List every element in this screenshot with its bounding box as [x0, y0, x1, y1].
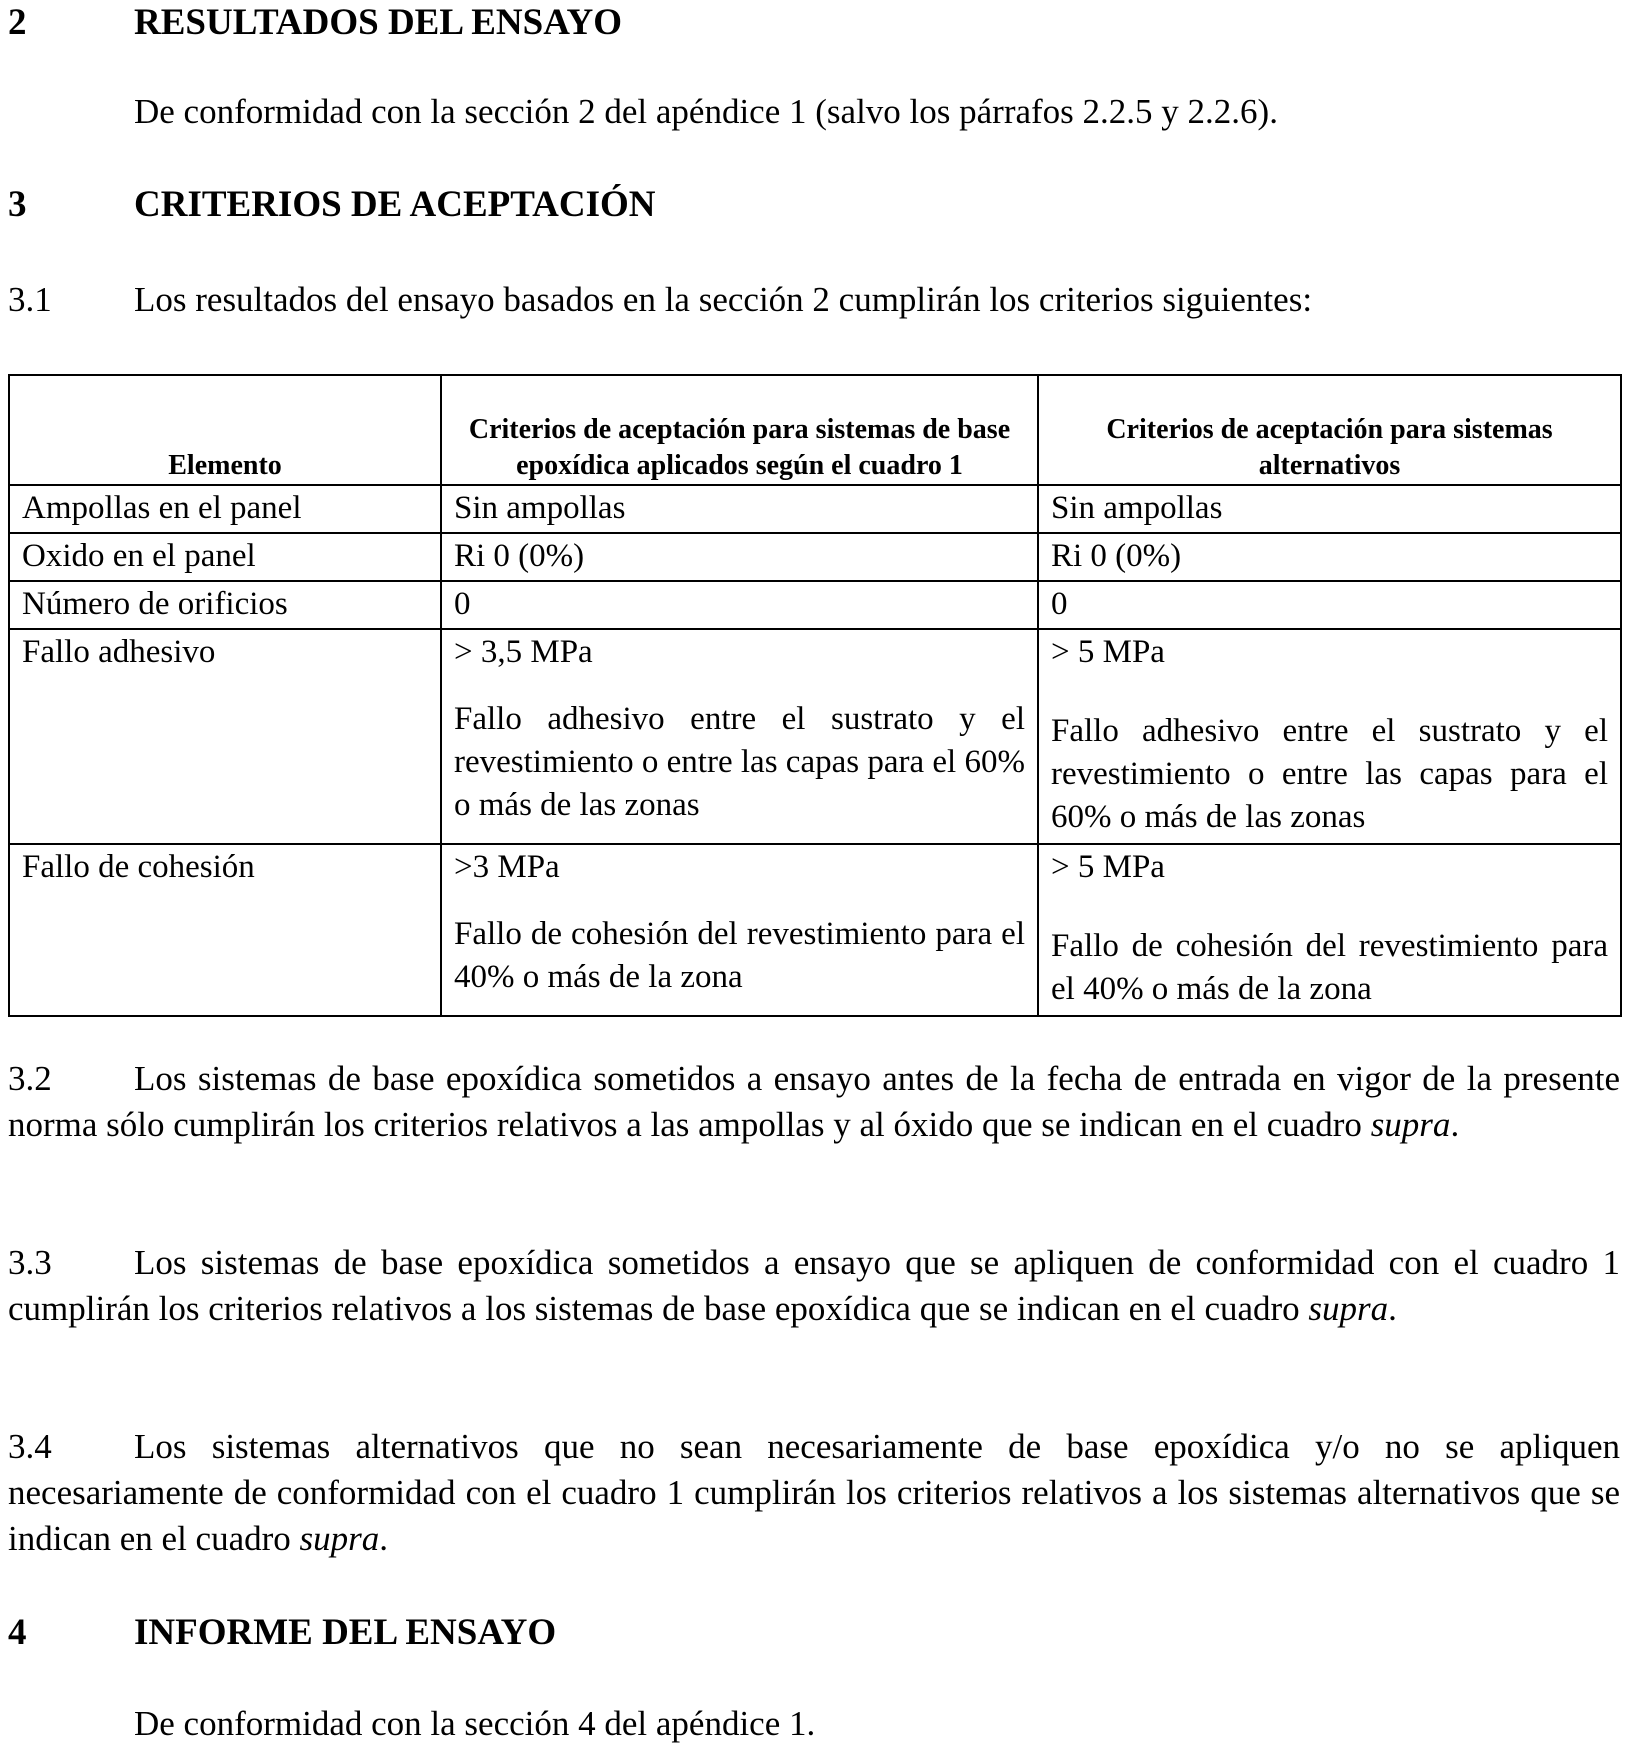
- paragraph-number: 3.1: [8, 280, 52, 319]
- cell-element: Oxido en el panel: [9, 533, 441, 581]
- cell-element: Fallo adhesivo: [9, 629, 441, 844]
- paragraph-number: 3.3: [8, 1243, 52, 1282]
- table-row: [9, 844, 1621, 1016]
- table-header-row: [9, 375, 1621, 485]
- paragraph-number: 3.2: [8, 1059, 52, 1098]
- paragraph-text: Los sistemas de base epoxídica sometidos a ensayo que se apliquen de conformidad con el cuadro 1 cumplirán los criterios relativos a los sistemas de base epoxídica que se indican en el cuadro: [8, 1243, 1620, 1328]
- table-row: [9, 581, 1621, 629]
- header-epoxy-criteria: Criterios de aceptación para sistemas de base epoxídica aplicados según el cuadro 1: [441, 375, 1038, 485]
- cell-alternative: 0: [1038, 581, 1621, 629]
- paragraph-end: .: [1388, 1289, 1397, 1328]
- section-number: 2: [8, 2, 27, 43]
- paragraph-text: Los sistemas de base epoxídica sometidos a ensayo antes de la fecha de entrada en vigor de la presente norma sólo cumplirán los criterios relativos a las ampollas y al óxido que se indican en el cuadro: [8, 1059, 1620, 1144]
- table-row: [9, 629, 1621, 844]
- cell-value: > 5 MPa: [1051, 634, 1165, 670]
- paragraph-number: 3.4: [8, 1427, 52, 1466]
- cell-alternative: Sin ampollas: [1038, 485, 1621, 533]
- criteria-table: [8, 374, 1622, 1017]
- section-2-text: De conformidad con la sección 2 del apéndice 1 (salvo los párrafos 2.2.5 y 2.2.6).: [134, 92, 1278, 131]
- paragraph-3-3: [8, 1240, 1620, 1332]
- paragraph-end: .: [1450, 1105, 1460, 1144]
- cell-note: Fallo adhesivo entre el sustrato y el revestimiento o entre las capas para el 60% o más de las zonas: [1051, 713, 1608, 835]
- section-number: 3: [8, 184, 27, 225]
- cell-note: Fallo adhesivo entre el sustrato y el revestimiento o entre las capas para el 60% o más de las zonas: [454, 701, 1025, 823]
- cell-note: Fallo de cohesión del revestimiento para el 40% o más de la zona: [454, 916, 1025, 995]
- section-title: INFORME DEL ENSAYO: [134, 1612, 557, 1653]
- header-alternative-criteria: Criterios de aceptación para sistemas alternativos: [1038, 375, 1621, 485]
- italic-term: supra: [299, 1519, 380, 1558]
- cell-alternative: [1038, 629, 1621, 844]
- section-title: RESULTADOS DEL ENSAYO: [134, 2, 623, 43]
- table-row: [9, 485, 1621, 533]
- header-element: Elemento: [9, 375, 441, 485]
- paragraph-3-4: [8, 1424, 1620, 1562]
- cell-epoxy: 0: [441, 581, 1038, 629]
- cell-note: Fallo de cohesión del revestimiento para el 40% o más de la zona: [1051, 928, 1608, 1007]
- cell-epoxy: [441, 629, 1038, 844]
- cell-epoxy: Sin ampollas: [441, 485, 1038, 533]
- paragraph-text: Los resultados del ensayo basados en la sección 2 cumplirán los criterios siguientes:: [134, 280, 1313, 319]
- cell-element: Fallo de cohesión: [9, 844, 441, 1016]
- cell-value: >3 MPa: [454, 849, 560, 885]
- cell-value: > 3,5 MPa: [454, 634, 593, 670]
- section-title: CRITERIOS DE ACEPTACIÓN: [134, 184, 656, 225]
- cell-alternative: Ri 0 (0%): [1038, 533, 1621, 581]
- cell-element: Número de orificios: [9, 581, 441, 629]
- paragraph-3-2: [8, 1056, 1620, 1148]
- paragraph-end: .: [379, 1519, 389, 1558]
- section-number: 4: [8, 1612, 27, 1653]
- cell-value: > 5 MPa: [1051, 849, 1165, 885]
- cell-alternative: [1038, 844, 1621, 1016]
- cell-element: Ampollas en el panel: [9, 485, 441, 533]
- cell-epoxy: [441, 844, 1038, 1016]
- paragraph-text: Los sistemas alternativos que no sean necesariamente de base epoxídica y/o no se apliquen necesariamente de conformidad con el cuadro 1 cumplirán los criterios relativos a los sistemas alternativos que se indican en el cuadro: [8, 1427, 1620, 1558]
- cell-epoxy: Ri 0 (0%): [441, 533, 1038, 581]
- italic-term: supra: [1370, 1105, 1451, 1144]
- italic-term: supra: [1308, 1289, 1389, 1328]
- table-row: [9, 533, 1621, 581]
- section-4-text: De conformidad con la sección 4 del apéndice 1.: [134, 1704, 816, 1743]
